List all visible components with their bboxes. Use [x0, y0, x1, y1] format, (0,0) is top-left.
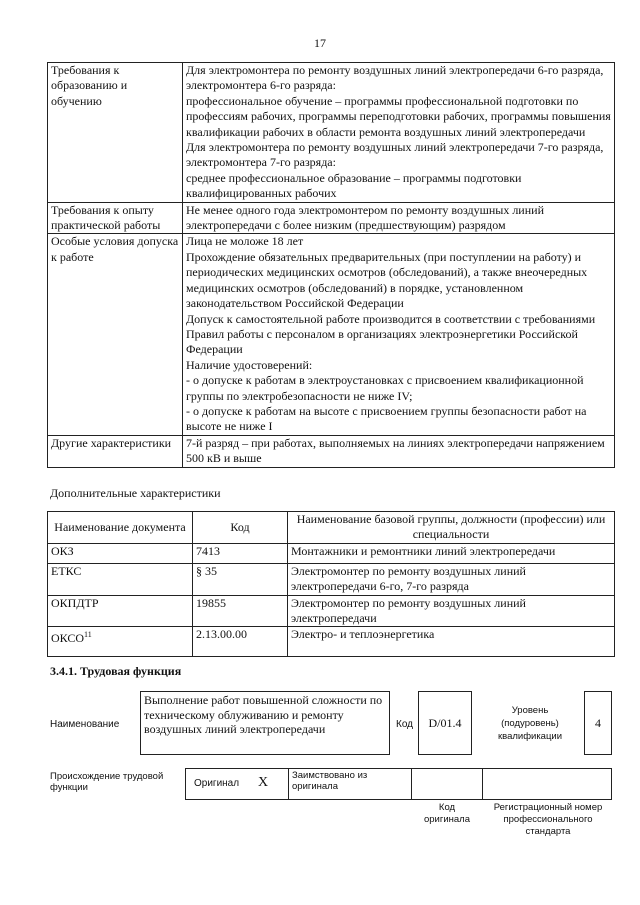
cell-name: Электромонтер по ремонту воздушных линий электропередачи	[288, 595, 615, 627]
text-line: 7-й разряд – при работах, выполняемых на линиях электропередачи напряжением 500 кВ и выше	[186, 435, 605, 466]
text-line: профессиональное обучение – программы профессиональной подготовки по профессиям рабочих, программы переподготовки рабочих, программы повышения квалификации рабочих в области ремонта воздушных линий электропередачи	[186, 93, 611, 139]
row-value	[183, 435, 615, 467]
level-label: Уровень (подуровень) квалификации	[497, 705, 563, 742]
cell-doc	[48, 627, 193, 657]
text-line: Прохождение обязательных предварительных (при поступлении на работу) и периодических медицинских осмотров (обследований), а также внеочередных медицинских осмотров (обследований) в порядке, установленном законодательством Российской Федерации	[186, 249, 588, 311]
code-value: D/01.4	[428, 716, 462, 730]
text-line: Не менее одного года электромонтером по ремонту воздушных линий электропередачи с более низким (предшествующим) разрядом	[186, 202, 544, 233]
table-row	[48, 595, 615, 627]
row-value	[183, 234, 615, 435]
text-line: Для электромонтера по ремонту воздушных линий электропередачи 7-го разряда, электромонтера 7-го разряда:	[186, 140, 604, 170]
row-value	[183, 202, 615, 234]
name-value: Выполнение работ повышенной сложности по техническому облуживанию и ремонту воздушных линий электропередачи	[144, 693, 383, 736]
level-value: 4	[595, 716, 601, 730]
table-row	[48, 63, 615, 203]
col-header: Код	[193, 512, 288, 544]
row-label: Требования к опыту практической работы	[48, 202, 183, 234]
row-label: Особые условия допуска к работе	[48, 234, 183, 435]
table-row	[48, 563, 615, 595]
row-value	[183, 63, 615, 203]
reg-number-label: Регистрационный номер профессионального стандарта	[493, 802, 603, 837]
table-row	[48, 234, 615, 435]
level-box	[584, 691, 612, 755]
cell-code: 19855	[193, 595, 288, 627]
row-label: Требования к образованию и обучению	[48, 63, 183, 203]
col-header: Наименование базовой группы, должности (профессии) или специальности	[288, 512, 615, 544]
original-box	[185, 768, 289, 800]
table-row	[48, 627, 615, 657]
original-label: Оригинал	[194, 778, 240, 789]
col-header: Наименование документа	[48, 512, 193, 544]
name-box	[140, 691, 390, 755]
footnote-mark: 11	[84, 630, 92, 640]
text-line: - о допуске к работам на высоте с присвоением группы безопасности работ на высоте не ниже I	[186, 403, 587, 434]
text-line: Допуск к самостоятельной работе производится в соответствии с требованиями Правил работы с персоналом в организациях электроэнергетики Российской Федерации	[186, 311, 596, 357]
cell-code: 7413	[193, 543, 288, 563]
cell-name: Электромонтер по ремонту воздушных линий электропередачи 6-го, 7-го разряда	[288, 563, 615, 595]
text-line: Наличие удостоверений:	[186, 357, 313, 372]
text-line: - о допуске к работам в электроустановках с присвоением квалификационной группы по электробезопасности не ниже IV;	[186, 373, 584, 403]
borrowed-box	[288, 768, 412, 800]
section-title: 3.4.1. Трудовая функция	[50, 664, 182, 678]
row-label: Другие характеристики	[48, 435, 183, 467]
cell-code: § 35	[193, 563, 288, 595]
cell-name: Электро- и теплоэнергетика	[288, 627, 615, 657]
name-label: Наименование	[50, 719, 120, 730]
cell-doc: ОКПДТР	[48, 595, 193, 627]
additional-table	[47, 511, 615, 657]
cell-code: 2.13.00.00	[193, 627, 288, 657]
table-row	[48, 543, 615, 563]
table-row	[48, 202, 615, 234]
cell-doc: ЕТКС	[48, 563, 193, 595]
requirements-table	[47, 62, 615, 468]
borrowed-label: Заимствовано из оригинала	[292, 770, 368, 792]
cell-doc: ОКЗ	[48, 543, 193, 563]
code-label: Код	[396, 719, 414, 730]
original-mark: X	[258, 775, 269, 790]
code-box	[418, 691, 472, 755]
code-original-label: Код оригинала	[423, 802, 470, 825]
page-number: 17	[314, 36, 326, 50]
reg-number-box	[482, 768, 612, 800]
text-line: Для электромонтера по ремонту воздушных линий электропередачи 6-го разряда, электромонтера 6-го разряда:	[186, 63, 604, 93]
code-original-box	[411, 768, 483, 800]
text-line: Лица не моложе 18 лет	[186, 234, 304, 249]
header-row	[48, 512, 615, 544]
text-line: среднее профессиональное образование – программы подготовки квалифицированных рабочих	[186, 170, 522, 201]
doc-name: ОКСО	[51, 631, 85, 646]
additional-title: Дополнительные характеристики	[50, 486, 221, 500]
origin-label: Происхождение трудовой функции	[50, 771, 164, 793]
cell-name: Монтажники и ремонтники линий электропередачи	[288, 543, 615, 563]
table-row	[48, 435, 615, 467]
